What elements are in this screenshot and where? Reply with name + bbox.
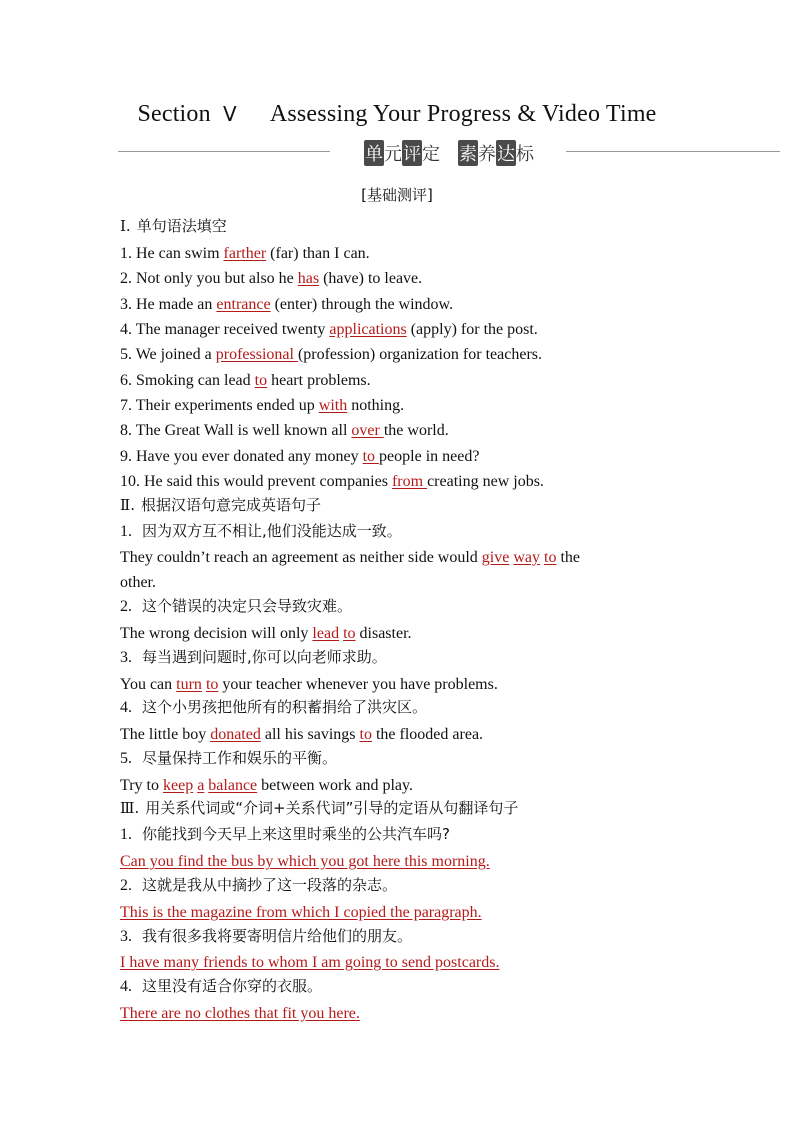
answer-blank: to: [362, 448, 380, 465]
answer-blank: entrance: [216, 296, 271, 313]
part2-item-1-english-cont: other.: [120, 574, 156, 591]
banner-char-2: 元: [384, 144, 402, 165]
answer-blank: over: [351, 422, 384, 439]
banner-rule-left: [118, 151, 330, 152]
part2-item-1-english: They couldn’t reach an agreement as neither side would give way to the: [120, 549, 580, 566]
answer-blank: has: [297, 270, 320, 287]
title-section-numeral: Ⅴ: [223, 102, 237, 126]
part2-item-3-english: You can turn to your teacher whenever you have problems.: [120, 676, 498, 693]
part2-item-2-chinese: 2. 这个错误的决定只会导致灾难。: [120, 597, 353, 615]
answer-blank: keep: [162, 777, 194, 794]
section-subtitle: [基础测评]: [361, 186, 433, 204]
banner-char-4: 定: [422, 144, 440, 165]
part1-heading-numeral: Ⅰ.: [120, 217, 131, 235]
part3-heading-numeral: Ⅲ.: [120, 799, 140, 817]
part3-item-2-answer: This is the magazine from which I copied the paragraph.: [120, 904, 482, 921]
part3-heading-text: 用关系代词或“介词+关系代词”引导的定语从句翻译句子: [145, 799, 519, 817]
answer-blank: a: [197, 777, 205, 794]
answer-blank: farther: [223, 245, 267, 262]
part3-item-4-chinese: 4. 这里没有适合你穿的衣服。: [120, 977, 323, 995]
part2-heading-text: 根据汉语句意完成英语句子: [140, 496, 321, 514]
part1-item-1: 1. He can swim farther (far) than I can.: [120, 245, 370, 262]
part2-item-5-chinese: 5. 尽量保持工作和娱乐的平衡。: [120, 749, 338, 767]
part1-item-2: 2. Not only you but also he has (have) to leave.: [120, 270, 423, 287]
part2-item-4-english: The little boy donated all his savings to the flooded area.: [120, 726, 484, 743]
part2-item-3-chinese: 3. 每当遇到问题时,你可以向老师求助。: [120, 648, 387, 666]
answer-blank: from: [391, 473, 428, 490]
answer-blank: balance: [208, 777, 258, 794]
part2-item-1-chinese: 1. 因为双方互不相让,他们没能达成一致。: [120, 522, 402, 540]
part3-heading: [120, 797, 518, 818]
answer-blank: to: [254, 372, 268, 389]
title-section-word: Section: [137, 101, 211, 127]
banner-char-3: 评: [402, 140, 422, 166]
answer-blank: give: [481, 549, 510, 566]
part1-item-7: 7. Their experiments ended up with nothing.: [120, 397, 405, 414]
answer-blank: to: [205, 676, 219, 693]
part1-item-6: 6. Smoking can lead to heart problems.: [120, 372, 371, 389]
part1-item-9: 9. Have you ever donated any money to people in need?: [120, 448, 480, 465]
banner-rule-right: [566, 151, 780, 152]
part3-item-3-answer: I have many friends to whom I am going to send postcards.: [120, 954, 500, 971]
answer-blank: to: [343, 625, 356, 642]
answer-blank: with: [318, 397, 348, 414]
part1-heading: [120, 215, 227, 236]
banner-text: [344, 140, 554, 166]
answer-blank: lead: [312, 625, 340, 642]
answer-blank: turn: [176, 676, 202, 693]
banner-char-7: 达: [496, 140, 516, 166]
part2-item-4-chinese: 4. 这个小男孩把他所有的积蓄捐给了洪灾区。: [120, 698, 428, 716]
part3-item-1-chinese: 1. 你能找到今天早上来这里时乘坐的公共汽车吗?: [120, 825, 450, 843]
part2-item-5-english: Try to keep a balance between work and play.: [120, 777, 413, 794]
answer-blank: to: [544, 549, 557, 566]
banner-char-8: 标: [516, 144, 534, 165]
part1-heading-text: 单句语法填空: [136, 217, 227, 235]
part2-item-2-english: The wrong decision will only lead to disaster.: [120, 625, 412, 642]
part3-item-4-answer: There are no clothes that fit you here.: [120, 1005, 360, 1022]
banner-char-1: 单: [364, 140, 384, 166]
answer-blank: to: [359, 726, 372, 743]
answer-blank: professional: [215, 346, 298, 363]
answer-blank: applications: [329, 321, 407, 338]
banner-char-5: 素: [458, 140, 478, 166]
part3-item-2-chinese: 2. 这就是我从中摘抄了这一段落的杂志。: [120, 876, 398, 894]
title-text: Assessing Your Progress & Video Time: [269, 101, 657, 127]
page-title: [0, 101, 794, 128]
part1-item-8: 8. The Great Wall is well known all over the world.: [120, 422, 449, 439]
part1-item-4: 4. The manager received twenty applications (apply) for the post.: [120, 321, 538, 338]
part3-item-3-chinese: 3. 我有很多我将要寄明信片给他们的朋友。: [120, 927, 413, 945]
part1-item-10: 10. He said this would prevent companies from creating new jobs.: [120, 473, 544, 490]
answer-blank: way: [513, 549, 540, 566]
answer-blank: donated: [210, 726, 261, 743]
unit-banner: [118, 140, 780, 164]
part1-item-3: 3. He made an entrance (enter) through the window.: [120, 296, 454, 313]
part2-heading: [120, 494, 321, 515]
banner-char-6: 养: [478, 144, 496, 165]
part1-item-5: 5. We joined a professional (profession) organization for teachers.: [120, 346, 542, 363]
part3-item-1-answer: Can you find the bus by which you got here this morning.: [120, 853, 490, 870]
part2-heading-numeral: Ⅱ.: [120, 496, 135, 514]
